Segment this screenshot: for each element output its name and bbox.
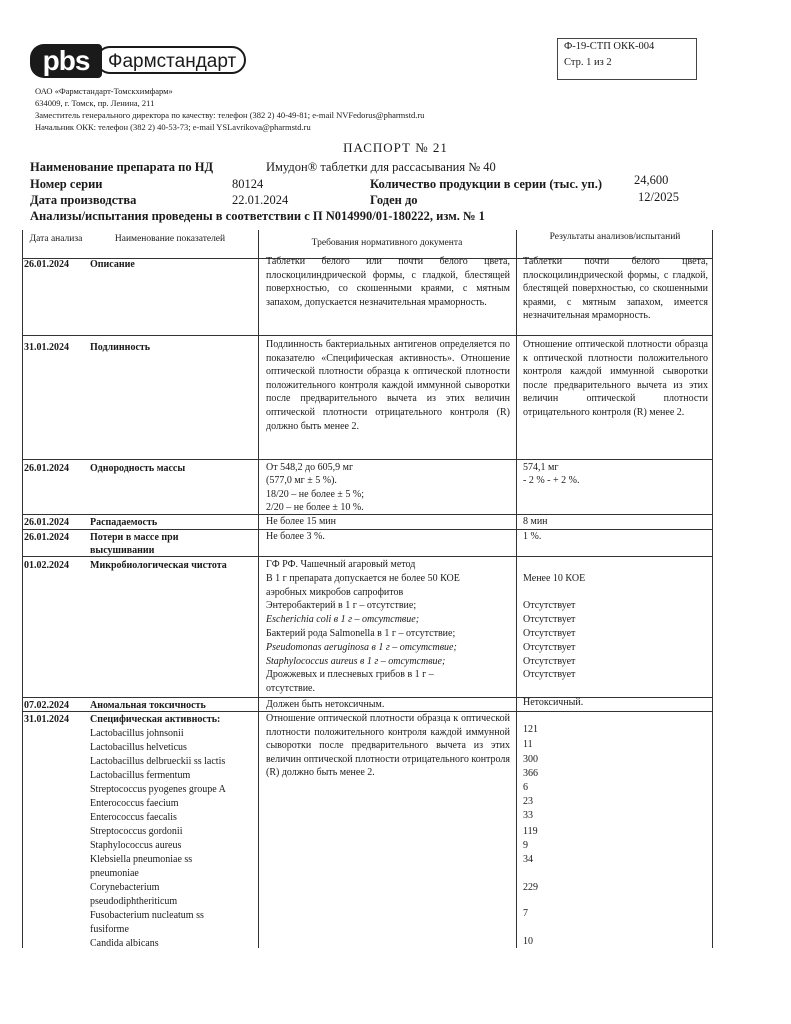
row-date: 07.02.2024 — [24, 700, 69, 711]
row-rule — [22, 556, 712, 557]
row-date: 01.02.2024 — [24, 560, 69, 571]
address-line: ОАО «Фармстандарт-Томскхимфарм» — [35, 86, 173, 96]
quantity-value: 24,600 — [634, 173, 669, 187]
row-date: 26.01.2024 — [24, 259, 69, 270]
expiry-label: Годен до — [370, 193, 418, 207]
production-value: 22.01.2024 — [232, 193, 289, 207]
strain-name: Enterococcus faecium — [90, 798, 179, 809]
drug-value: Имудон® таблетки для рассасывания № 40 — [266, 160, 496, 174]
table-border-right — [712, 230, 713, 948]
col-header-result: Результаты анализов/испытаний — [549, 232, 681, 242]
row-result: Таблетки почти белого цвета, плоскоцилиндрической формы, с гладкой, блестящей поверхностью, со скошенными краями, с мятным запахом, имеется незначительная мраморность. — [523, 256, 708, 322]
basis-text: Анализы/испытания проведены в соответствии с П N014990/01-180222, изм. № 1 — [30, 209, 485, 223]
req-line: Энтеробактерий в 1 г – отсутствие; — [266, 600, 417, 611]
series-label: Номер серии — [30, 177, 103, 191]
row-indicator: Однородность массы — [90, 463, 186, 474]
strain-name: Staphylococcus aureus — [90, 840, 182, 851]
row-requirement: Должен быть нетоксичным. — [266, 699, 385, 710]
row-requirement: Таблетки белого или почти белого цвета, плоскоцилиндрической формы, с гладкой, блестящей поверхностью, со скошенными краями, с мятным запахом, допускается незначительная мраморность. — [266, 256, 510, 308]
address-line: Начальник ОКК: телефон (382 2) 40-53-73; e-mail YSLavrikova@pharmstd.ru — [35, 122, 311, 132]
row-rule — [22, 529, 712, 530]
req-line: отсутствие. — [266, 683, 315, 694]
strain-name: Lactobacillus fermentum — [90, 770, 191, 781]
row-requirement: Подлинность бактериальных антигенов определяется по показателю «Специфическая активность». Отношение оптической плотности образца к оптической плотности положительного контроля каждой иммунной сыворотки после предварительного вычета из этих величин оптической плотности отрицательного контроля (R) должно быть менее 2. — [266, 339, 510, 432]
req-line: В 1 г препарата допускается не более 50 КОЕ — [266, 573, 460, 584]
drug-label: Наименование препарата по НД — [30, 160, 214, 174]
req-line: Escherichia coli в 1 г – отсутствие; — [266, 614, 420, 625]
row-date: 26.01.2024 — [24, 463, 69, 474]
row-rule — [22, 514, 712, 515]
col-header-date: Дата анализа — [29, 234, 83, 244]
res-line: 574,1 мг — [523, 462, 559, 473]
row-rule — [22, 459, 712, 460]
table-divider — [516, 230, 517, 948]
req-line: 18/20 – не более ± 5 %; — [266, 489, 364, 500]
strain-name: Klebsiella pneumoniae ss pneumoniae — [90, 854, 193, 879]
row-indicator: Специфическая активность: — [90, 714, 221, 725]
form-code-box — [557, 38, 697, 80]
row-indicator: Аномальная токсичность — [90, 700, 206, 711]
company-brand: Фармстандарт — [96, 46, 246, 74]
company-logo — [30, 44, 252, 78]
strain-name: Lactobacillus johnsonii — [90, 728, 184, 739]
strain-value: 366 — [523, 768, 538, 779]
strain-name: Lactobacillus helveticus — [90, 742, 187, 753]
res-line: Отсутствует — [523, 600, 576, 611]
row-requirement: Отношение оптической плотности образца к оптической плотности положительного контроля каждой иммунной сыворотки после предварительного вычета из этих величин оптической плотности отрицательного контроля (R) должно быть менее 2. — [266, 713, 510, 779]
req-line: Дрожжевых и плесневых грибов в 1 г – — [266, 669, 434, 680]
form-code: Ф-19-СТП ОКК-004 — [564, 41, 655, 52]
expiry-value: 12/2025 — [638, 190, 679, 204]
row-indicator: высушивании — [90, 545, 155, 556]
col-header-indicator: Наименование показателей — [114, 234, 226, 244]
strain-value: 11 — [523, 739, 533, 750]
strain-value: 9 — [523, 840, 528, 851]
series-value: 80124 — [232, 177, 264, 191]
col-header-requirement: Требования нормативного документа — [311, 238, 463, 248]
res-line: Отсутствует — [523, 669, 576, 680]
row-result: 8 мин — [523, 516, 548, 527]
passport-title: ПАСПОРТ № 21 — [343, 140, 448, 155]
row-indicator: Микробиологическая чистота — [90, 560, 227, 571]
res-line: Менее 10 КОЕ — [523, 573, 586, 584]
res-line: - 2 % - + 2 %. — [523, 475, 580, 486]
strain-value: 121 — [523, 724, 538, 735]
table-border-left — [22, 230, 23, 948]
strain-value: 6 — [523, 782, 528, 793]
strain-value: 10 — [523, 936, 533, 947]
row-requirement: Не более 15 мин — [266, 516, 337, 527]
req-line: Бактерий рода Salmonella в 1 г – отсутствие; — [266, 628, 456, 639]
row-result: 1 %. — [523, 531, 542, 542]
strain-name: Fusobacterium nucleatum ss fusiforme — [90, 910, 204, 935]
strain-name: Enterococcus faecalis — [90, 812, 177, 823]
row-result: Отношение оптической плотности образца к оптической плотности положительного контроля каждой иммунной сыворотки после предварительного вычета из этих величин оптической плотности отрицательного контроля (R) менее 2. — [523, 339, 708, 418]
row-requirement: Не более 3 %. — [266, 531, 325, 542]
row-rule — [22, 335, 712, 336]
row-indicator: Описание — [90, 259, 135, 270]
row-indicator: Потери в массе при — [90, 532, 179, 543]
strain-name: Corynebacterium pseudodiphtheriticum — [90, 882, 178, 907]
address-line: 634009, г. Томск, пр. Ленина, 211 — [35, 98, 155, 108]
strain-name: Candida albicans — [90, 938, 159, 949]
res-line: Отсутствует — [523, 642, 576, 653]
strain-value: 33 — [523, 810, 533, 821]
table-divider — [258, 230, 259, 948]
strain-value: 34 — [523, 854, 533, 865]
req-line: Staphylococcus aureus в 1 г – отсутствие; — [266, 656, 446, 667]
res-line: Отсутствует — [523, 614, 576, 625]
row-indicator: Подлинность — [90, 342, 151, 353]
req-line: (577,0 мг ± 5 %). — [266, 475, 337, 486]
strain-value: 119 — [523, 826, 538, 837]
req-line: От 548,2 до 605,9 мг — [266, 462, 354, 473]
strain-name: Streptococcus gordonii — [90, 826, 183, 837]
row-indicator: Распадаемость — [90, 517, 158, 528]
req-line: аэробных микробов сапрофитов — [266, 587, 404, 598]
quantity-label: Количество продукции в серии (тыс. уп.) — [370, 177, 602, 191]
address-line: Заместитель генерального директора по качеству: телефон (382 2) 40-49-81; e-mail NVFedorus@pharmstd.ru — [35, 110, 425, 120]
res-line: Отсутствует — [523, 628, 576, 639]
production-label: Дата производства — [30, 193, 137, 207]
strain-name: Streptococcus pyogenes groupe A — [90, 784, 226, 795]
strain-value: 229 — [523, 882, 538, 893]
strain-name: Lactobacillus delbrueckii ss lactis — [90, 756, 226, 767]
strain-value: 300 — [523, 754, 538, 765]
row-date: 31.01.2024 — [24, 714, 69, 725]
page-label: Стр. 1 из 2 — [564, 57, 612, 68]
req-line: 2/20 – не более ± 10 %. — [266, 502, 364, 513]
row-result: Нетоксичный. — [523, 697, 584, 708]
req-line: ГФ РФ. Чашечный агаровый метод — [266, 559, 416, 570]
row-date: 26.01.2024 — [24, 517, 69, 528]
row-date: 26.01.2024 — [24, 532, 69, 543]
req-line: Pseudomonas aeruginosa в 1 г – отсутствие; — [266, 642, 457, 653]
strain-value: 23 — [523, 796, 533, 807]
logo-mark: pbs — [30, 44, 102, 78]
strain-value: 7 — [523, 908, 528, 919]
res-line: Отсутствует — [523, 656, 576, 667]
row-date: 31.01.2024 — [24, 342, 69, 353]
